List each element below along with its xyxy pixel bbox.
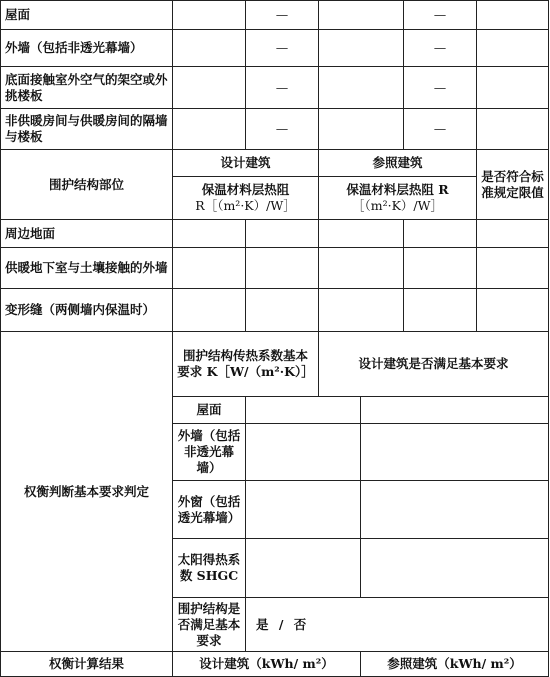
meets-cell (360, 538, 549, 598)
result-reference: 参照建筑（kWh/ m²） (360, 651, 549, 677)
row-label: 屋面 (0, 0, 173, 30)
table-cell (318, 247, 404, 289)
table-cell (245, 247, 319, 289)
tradeoff-label: 权衡判断基本要求判定 (0, 331, 173, 652)
header-ref-sub (318, 176, 477, 220)
design-sub-line2: R［（m²·K）/W］ (195, 198, 296, 213)
table-cell (476, 0, 549, 30)
ref-sub-line1: 保温材料层热阻 R (346, 182, 449, 197)
k-value-cell (245, 538, 361, 598)
result-label: 权衡计算结果 (0, 651, 173, 677)
row-label: 外墙（包括非透光幕墙） (0, 29, 173, 67)
table-cell (318, 219, 404, 248)
header-part: 围护结构部位 (0, 149, 173, 220)
row-label: 供暖地下室与土壤接触的外墙 (0, 247, 173, 289)
table-cell (172, 66, 246, 109)
overall-label: 围护结构是否满足基本要求 (172, 597, 246, 652)
table-cell (476, 29, 549, 67)
tradeoff-item: 太阳得热系数 SHGC (172, 538, 246, 598)
table-cell (245, 288, 319, 332)
table-cell (318, 288, 404, 332)
table-cell (172, 108, 246, 150)
header-design: 设计建筑 (172, 149, 319, 177)
table-cell (172, 219, 246, 248)
k-requirement-header: 围护结构传热系数基本要求 K［W/（m²·K）］ (172, 331, 319, 397)
dash-cell: — (245, 29, 319, 67)
table-cell (476, 247, 549, 289)
table-cell (318, 108, 404, 150)
dash-cell: — (245, 108, 319, 150)
table-cell (172, 29, 246, 67)
row-label: 变形缝（两侧墙内保温时） (0, 288, 173, 332)
design-sub-line1: 保温材料层热阻 (201, 182, 290, 197)
header-design-sub (172, 176, 319, 220)
table-cell (403, 219, 477, 248)
dash-cell: — (403, 108, 477, 150)
dash-cell: — (245, 0, 319, 30)
k-value-cell (245, 423, 361, 481)
overall-value: 是 / 否 (245, 597, 549, 652)
tradeoff-item: 屋面 (172, 396, 246, 424)
dash-cell: — (245, 66, 319, 109)
table-cell (476, 108, 549, 150)
row-label: 非供暖房间与供暖房间的隔墙与楼板 (0, 108, 173, 150)
table-cell (403, 247, 477, 289)
table-cell (172, 247, 246, 289)
meets-cell (360, 423, 549, 481)
header-reference: 参照建筑 (318, 149, 477, 177)
table-cell (245, 219, 319, 248)
table-cell (476, 66, 549, 109)
result-design: 设计建筑（kWh/ m²） (172, 651, 361, 677)
dash-cell: — (403, 0, 477, 30)
meets-cell (360, 480, 549, 539)
table-cell (172, 288, 246, 332)
table-cell (318, 66, 404, 109)
tradeoff-item: 外窗（包括透光幕墙） (172, 480, 246, 539)
meets-cell (360, 396, 549, 424)
table-cell (318, 29, 404, 67)
table-cell (172, 0, 246, 30)
row-label: 底面接触室外空气的架空或外挑楼板 (0, 66, 173, 109)
ref-sub-line2: ［（m²·K）/W］ (352, 198, 443, 213)
k-value-cell (245, 396, 361, 424)
table-cell (318, 0, 404, 30)
dash-cell: — (403, 66, 477, 109)
table-cell (476, 219, 549, 248)
table-cell (476, 288, 549, 332)
row-label: 周边地面 (0, 219, 173, 248)
k-value-cell (245, 480, 361, 539)
header-compliant: 是否符合标准规定限值 (476, 149, 549, 220)
tradeoff-item: 外墙（包括非透光幕墙） (172, 423, 246, 481)
dash-cell: — (403, 29, 477, 67)
meets-requirement-header: 设计建筑是否满足基本要求 (318, 331, 549, 397)
table-cell (403, 288, 477, 332)
